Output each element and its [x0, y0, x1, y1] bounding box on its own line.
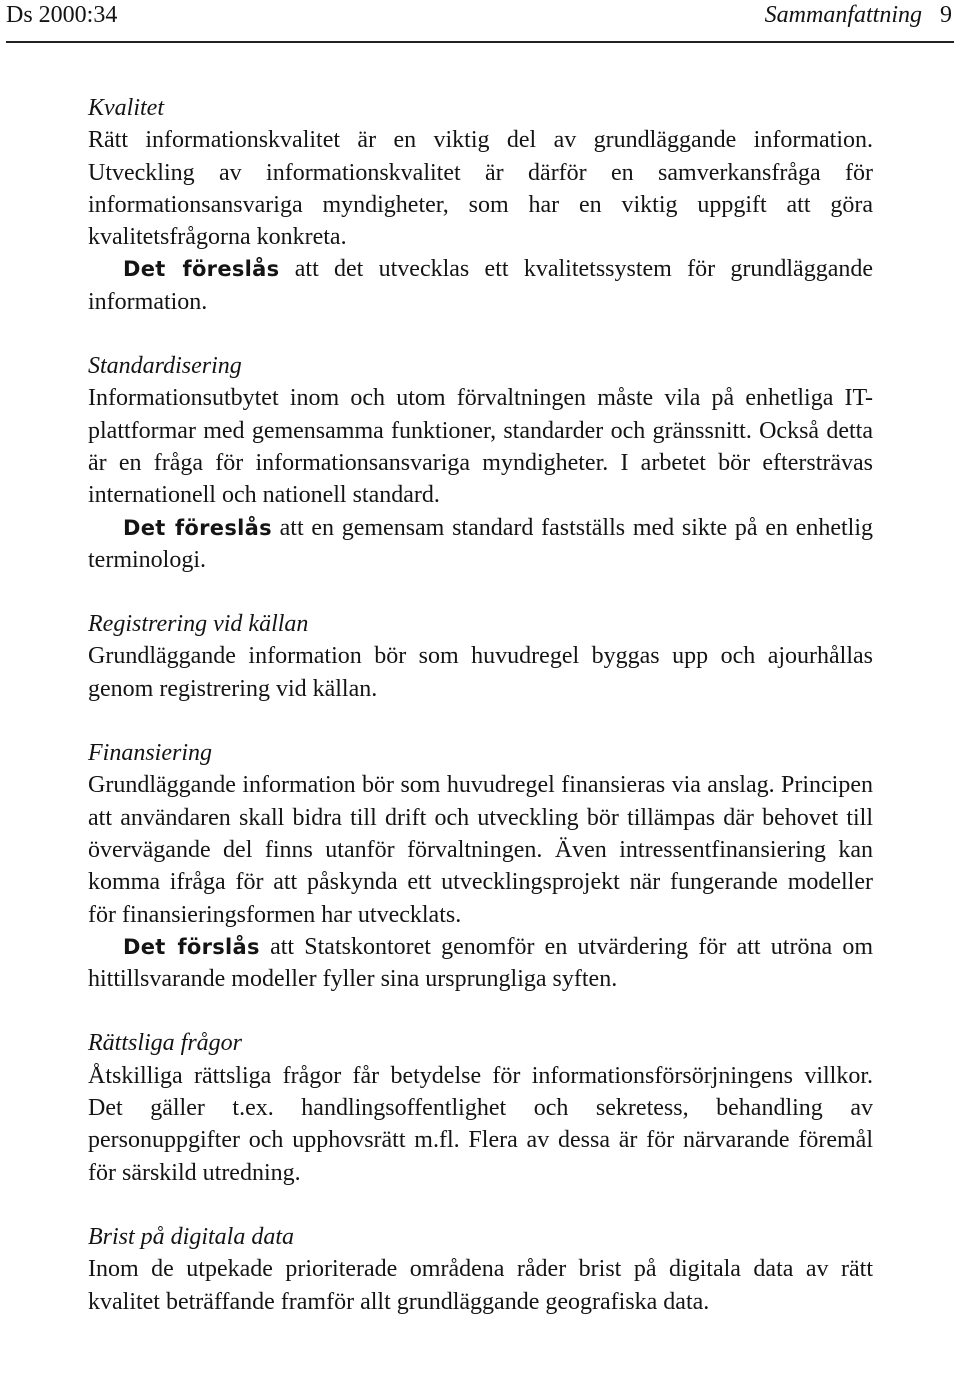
section-paragraph: Åtskilliga rättsliga frågor får betydelse för informationsförsörjningens villkor. Det gäller t.ex. handlingsoffentlighet och sekretess, behandling av personuppgifter och upphovsrätt m.fl. Flera av dessa är för närvarande föremål för särskild utredning. [88, 1062, 873, 1186]
section-rattsliga [88, 1027, 873, 1188]
proposal-lead: Det föreslås [123, 515, 272, 540]
page-number: 9 [940, 2, 952, 28]
section-paragraph: Informationsutbytet inom och utom förvaltningen måste vila på enhetliga IT-plattformar med gemensamma funktioner, standarder och gränssnitt. Också detta är en fråga för informationsansvariga myndigheter. I arbetet bör eftersträvas internationell och nationell standard. [88, 385, 873, 509]
header-rule [6, 41, 954, 43]
proposal-lead: Det förslås [123, 934, 260, 959]
proposal-lead: Det föreslås [123, 257, 280, 282]
section-heading: Finansiering [88, 740, 212, 767]
section-digitala-data [88, 1221, 873, 1318]
section-registrering [88, 608, 873, 705]
section-paragraph: Inom de utpekade prioriterade områdena råder brist på digitala data av rätt kvalitet beträffande framför allt grundläggande geografiska data. [88, 1256, 873, 1315]
section-standardisering [88, 350, 873, 576]
proposal-paragraph [88, 931, 873, 996]
page-body [88, 92, 873, 1350]
section-title: Sammanfattning [764, 2, 922, 28]
section-heading: Brist på digitala data [88, 1223, 295, 1250]
section-paragraph: Rätt informationskvalitet är en viktig del av grundläggande information. Utveckling av informationskvalitet är därför en samverkansfråga för informationsansvariga myndigheter, som har en viktig uppgift att göra kvalitetsfrågorna konkreta. [88, 127, 873, 251]
section-finansiering [88, 737, 873, 995]
document-id: Ds 2000:34 [6, 2, 118, 28]
proposal-text: att det utvecklas ett kvalitetssystem för grundläggande information. [88, 256, 874, 315]
section-heading: Rättsliga frågor [88, 1030, 243, 1057]
section-heading: Standardisering [88, 353, 242, 380]
proposal-text: att Statskontoret genomför en utvärdering för att utröna om hittillsvarande modeller fyller sina ursprungliga syften. [88, 933, 873, 993]
section-kvalitet [88, 92, 873, 318]
proposal-paragraph [88, 253, 873, 318]
section-heading: Registrering vid källan [88, 611, 309, 638]
section-paragraph: Grundläggande information bör som huvudregel finansieras via anslag. Principen att användaren skall bidra till drift och utveckling bör tillämpas där behovet till övervägande del finns utanför förvaltningen. Även intressentfinansiering kan komma ifråga för att påskynda ett utvecklingsprojekt när fungerande modeller för finansieringsformen har utvecklats. [88, 772, 873, 928]
running-header [6, 0, 954, 40]
proposal-paragraph [88, 512, 873, 577]
section-heading: Kvalitet [88, 95, 164, 121]
page-reference [765, 2, 952, 29]
proposal-text: att en gemensam standard fastställs med sikte på en enhetlig terminologi. [88, 514, 874, 573]
section-paragraph: Grundläggande information bör som huvudregel byggas upp och ajourhållas genom registrering vid källan. [88, 643, 873, 702]
